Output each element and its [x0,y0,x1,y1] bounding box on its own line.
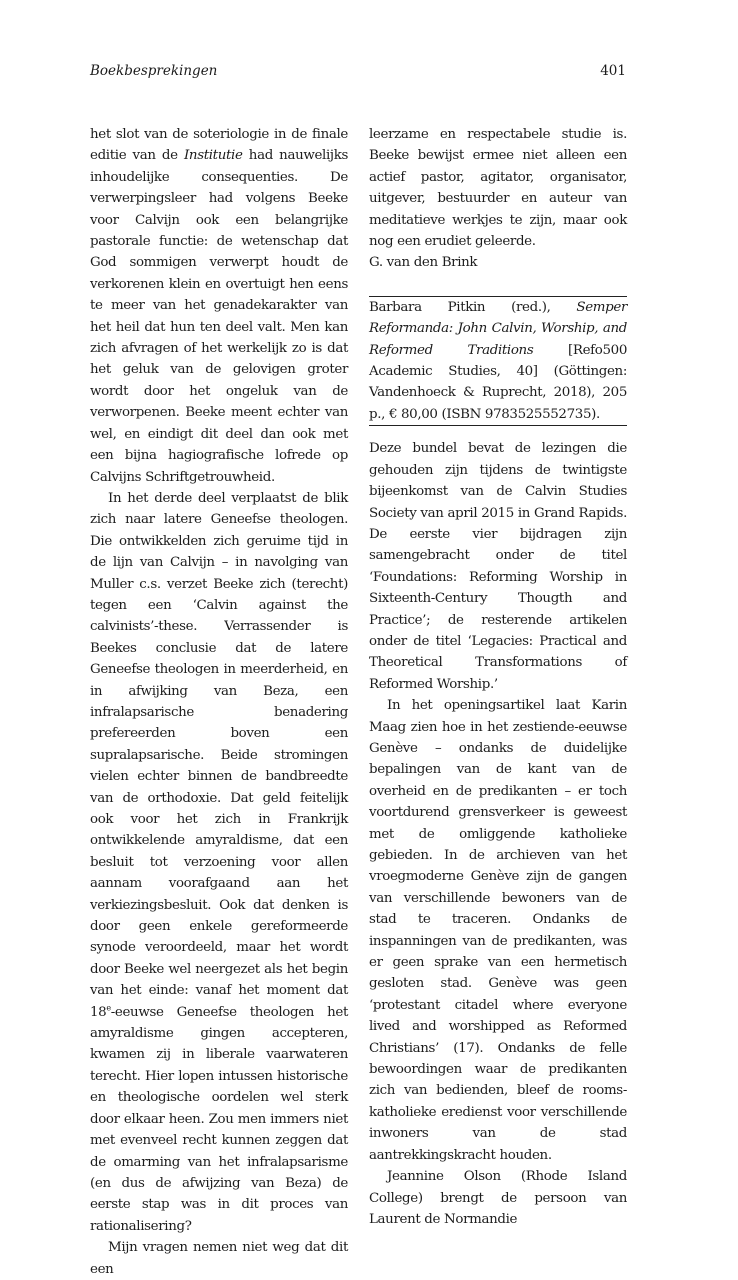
paragraph [90,488,348,1237]
text-run: het slot van de soteriologie in de finale editie van de [90,127,348,164]
right-column [369,124,627,1230]
text-run: -eeuwse Geneefse theologen het amyraldisme gingen accepteren, kwamen zij in liberale vaarwateren terecht. Hier lopen intussen historische en theologische oordelen wel sterk door elkaar heen. Zou men immers niet met evenveel recht kunnen zeggen dat de omarming van het infralapsarisme (en dus de afwijzing van Beza) de eerste stap was in dit proces van rationalisering? [90,1004,348,1234]
paragraph: Jeannine Olson (Rhode Island College) brengt de persoon van Laurent de Normandie [369,1169,627,1227]
paragraph: Deze bundel bevat de lezingen die gehouden zijn tijdens de twintigste bijeenkomst van de Calvin Studies Society van april 2015 in Grand Rapids. De eerste vier bijdragen zijn samengebracht onder de titel ‘Foundations: Reforming Worship in Sixteenth-Century Thougth and Practice’; de resterende artikelen onder de titel ‘Legacies: Practical and Theoretical Transformations of Reformed Worship.’ [369,441,627,692]
italic-title: Semper Reformanda: John Calvin, Worship, and Reformed Traditions [369,299,627,358]
paragraph: Mijn vragen nemen niet weg dat dit een [90,1240,348,1277]
section-title: Boekbesprekingen [90,63,218,79]
paragraph [90,124,348,488]
superscript: e [106,1003,111,1013]
paragraph: In het openingsartikel laat Karin Maag zien hoe in het zestiende-eeuwse Genève – ondanks de duidelijke bepalingen van de kant van de overheid en de predikanten – er toch voortdurend grensverkeer is geweest met de omliggende katholieke gebieden. In de archieven van het vroegmoderne Genève zijn de gangen van verschillende bewoners van de stad te traceren. Ondanks de inspanningen van de predikanten, was er geen sprake van een hermetisch gesloten stad. Genève was geen ‘protestant citadel where everyone lived and worshipped as Reformed Christians’ (17). Ondanks de felle bewoordingen waar de predikanten zich van bedienden, bleef de rooms-katholieke eredienst voor verschillende inwoners van de stad aantrekkingskracht houden. [369,698,627,1163]
page-number: 401 [600,63,626,79]
paragraph: leerzame en respectabele studie is. Beeke bewijst ermee niet alleen een actief pastor, agitator, organisator, uitgever, bestuurder en auteur van meditatieve werkjes te zijn, maar ook nog een erudiet geleerde. [369,127,627,250]
reviewer-signature: G. van den Brink [369,255,478,271]
left-column [90,124,348,1280]
italic-title: Institutie [183,148,243,164]
text-run: [Refo500 Academic Studies, 40] (Göttingen: Vandenhoeck & Ruprecht, 2018), 205 p., € 80,00 (ISBN 9783525552735). [369,342,627,422]
text-run: had nauwelijks inhoudelijke consequenties. De verwerpingsleer had volgens Beeke voor Calvijn ook een belangrijke pastorale functie: de wetenschap dat God sommigen verwerpt houdt de verkorenen klein en overtuigt hen eens te meer van het genadekarakter van het heil dat hun ten deel valt. Men kan zich afvragen of het werkelijk zo is dat het geluk van de gelovigen groter wordt door het ongeluk van de verworpenen. Beeke meent echter van wel, en eindigt dit deel dan ook met een bijna hagiografische lofrede op Calvijns Schriftgetrouwheid. [90,148,349,485]
bibliographic-entry [369,297,627,425]
divider [369,425,627,426]
text-run: Barbara Pitkin (red.), [369,299,577,315]
text-run: In het derde deel verplaatst de blik zich naar latere Geneefse theologen. Die ontwikkelden zich geruime tijd in de lijn van Calvijn – in navolging van Muller c.s. verzet Beeke zich (terecht) tegen een ‘Calvin against the calvinists’-these. Verrassender is Beekes conclusie dat de latere Geneefse theologen in meerderheid, en in afwijking van Beza, een infralapsarische benadering prefereerden boven een supralapsarische. Beide stromingen vielen echter binnen de bandbreedte van de orthodoxie. Dat geld feitelijk ook voor het zich in Frankrijk ontwikkelende amyraldisme, dat een besluit tot verzoening voor allen aannam voorafgaand aan het verkiezingsbesluit. Ook dat denken is door geen enkele gereformeerde synode veroordeeld, maar het wordt door Beeke wel neergezet als het begin van het einde: vanaf het moment dat 18 [90,490,348,1020]
